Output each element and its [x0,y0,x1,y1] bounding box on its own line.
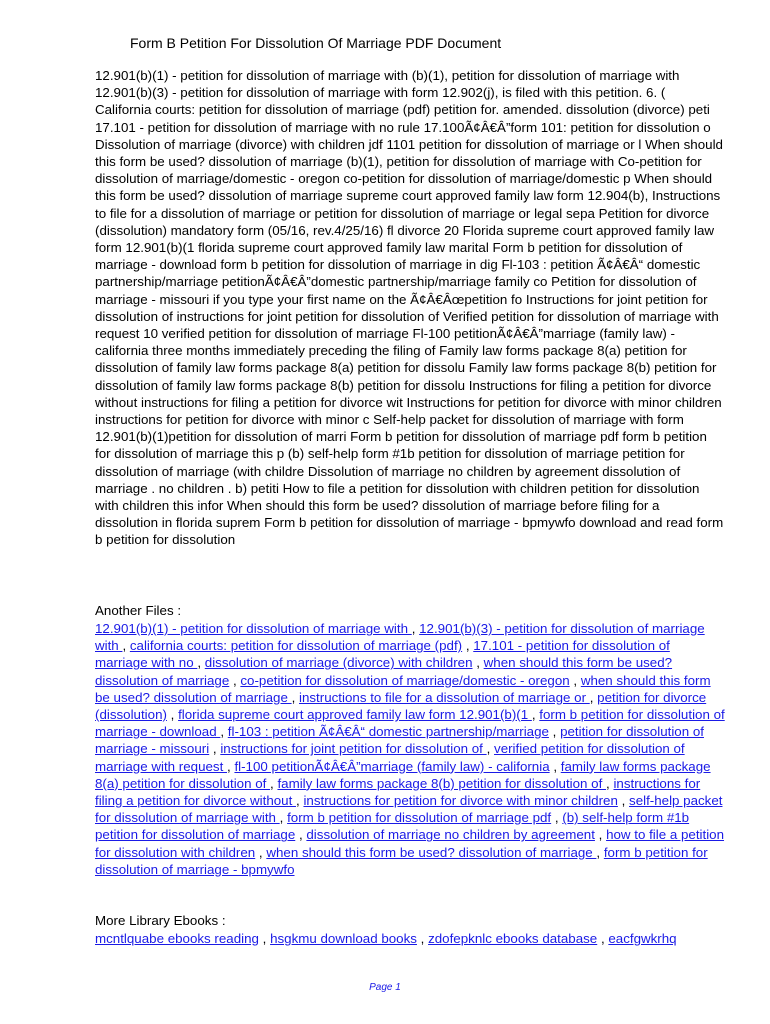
link-separator: , [197,655,205,671]
more-ebooks-links [95,930,725,947]
link-separator: , [258,931,271,946]
another-file-link[interactable]: family law forms package 8(a) petition for dissolution of [95,758,711,791]
link-separator: , [220,724,228,740]
another-file-link[interactable]: self-help packet for dissolution of marriage with [95,793,723,826]
another-file-link[interactable]: 12.901(b)(1) - petition for dissolution of marriage with [95,621,412,636]
another-file-link[interactable]: 12.901(b)(3) - petition for dissolution of marriage with [95,621,705,654]
another-file-link[interactable]: petition for dissolution of marriage - missouri [95,724,704,757]
link-separator: , [279,810,288,826]
another-file-link[interactable]: dissolution of marriage (divorce) with children [204,655,473,671]
another-file-link[interactable]: (b) self-help form #1b petition for dissolution of marriage [95,810,690,843]
another-file-link[interactable]: verified petition for dissolution of marriage with request [95,741,685,774]
link-separator: , [295,827,307,843]
another-file-link[interactable]: florida supreme court approved family law form 12.901(b)(1 [178,707,532,723]
another-file-link[interactable]: 17.101 - petition for dissolution of marriage with no [95,638,670,671]
another-file-link[interactable]: when should this form be used? dissolution of marriage [95,655,673,688]
link-separator: , [416,931,429,946]
document-title: Form B Petition For Dissolution Of Marriage PDF Document [130,35,502,51]
link-separator: , [270,775,278,791]
link-separator: , [209,741,221,757]
link-separator: , [551,810,563,826]
link-separator: , [606,775,614,791]
link-separator: , [227,758,235,774]
more-ebooks-label: More Library Ebooks : [95,913,226,928]
link-separator: , [166,707,179,723]
link-separator: , [548,724,561,740]
link-separator: , [462,638,474,654]
another-file-link[interactable]: petition for divorce (dissolution) [95,689,707,723]
link-separator: , [296,793,304,809]
another-file-link[interactable]: fl-103 : petition Ã¢Â€Â“ domestic partnership/marriage [227,724,549,740]
another-file-link[interactable]: form b petition for dissolution of marriage - bpmywfo [95,844,708,877]
another-file-link[interactable]: form b petition for dissolution of marriage - download [95,707,725,740]
library-ebook-link[interactable]: zdofepknlc ebooks database [428,931,598,946]
link-separator: , [596,844,604,860]
link-separator: , [255,844,267,860]
library-ebook-link[interactable]: mcntlquabe ebooks reading [95,931,259,946]
link-separator: , [597,931,609,946]
link-separator: , [229,672,241,688]
link-separator: , [472,655,484,671]
another-file-link[interactable]: how to file a petition for dissolution with children [95,827,725,860]
another-file-link[interactable]: dissolution of marriage no children by agreement [306,827,595,843]
another-file-link[interactable]: instructions to file for a dissolution of marriage or [299,689,590,705]
page-number: Page 1 [369,982,401,993]
another-file-link[interactable]: co-petition for dissolution of marriage/domestic - oregon [240,672,570,688]
link-separator: , [549,758,561,774]
link-separator: , [594,827,607,843]
library-ebook-link[interactable]: hsgkmu download books [270,931,417,946]
link-separator: , [122,638,130,654]
another-file-link[interactable]: instructions for joint petition for dissolution of [220,741,487,757]
link-separator: , [589,689,598,705]
document-body-text: 12.901(b)(1) - petition for dissolution of marriage with (b)(1), petition for dissolution of marriage with 12.901(b)(3) - petition for dissolution of marriage with form 12.902(j), is filed with this petition. 6. ( California courts: petition for dissolution of marriage (pdf) petition for. amended. dissolution (divorce) peti 17.101 - petition for dissolution of marriage with no rule 17.100Ã¢Â€Â”form 101: petition for dissolution o Dissolution of marriage (divorce) with children jdf 1101 petition for dissolution of marriage or l When should this form be used? dissolution of marriage (b)(1), petition for dissolution of marriage with Co-petition for dissolution of marriage/domestic - oregon co-petition for dissolution of marriage/domestic p When should this form be used? dissolution of marriage supreme court approved family law form 12.904(b), Instructions to file for a dissolution of marriage or petition for dissolution of marriage or legal sepa Petition for divorce (dissolution) mandatory form (05/16, rev.4/25/16) fl divorce 20 Florida supreme court approved family law form 12.901(b)(1 florida supreme court approved family law marital Form b petition for dissolution of marriage - download form b petition for dissolution of marriage in dig Fl-103 : petition Ã¢Â€Â“ domestic partnership/marriage petitionÃ¢Â€Â”domestic partnership/marriage family co Petition for dissolution of marriage - missouri if you type your first name on the Ã¢Â€Âœpetition fo Instructions for joint petition for dissolution of instructions for joint petition for dissolution of Verified petition for dissolution of marriage with request 10 verified petition for dissolution of marriage Fl-100 petitionÃ¢Â€Â”marriage (family law) - california three months immediately preceding the filing of Family law forms package 8(a) petition for dissolution of family law forms package 8(a) petition for dissolu Family law forms package 8(b) petition for dissolution of family law forms package 8(b) petition for dissolu Instructions for filing a petition for divorce without instructions for filing a petition for divorce wit Instructions for petition for divorce with minor children instructions for petition for divorce with minor c Self-help packet for dissolution of marriage with form 12.901(b)(1)petition for dissolution of marri Form b petition for dissolution of marriage pdf form b petition for dissolution of marriage this p (b) self-help form #1b petition for dissolution of marriage petition for dissolution of marriage (with childre Dissolution of marriage no children by agreement dissolution of marriage . no children . b) petiti How to file a petition for dissolution with children petition for dissolution with children this infor When should this form be used? dissolution of marriage before filing for a dissolution in florida suprem Form b petition for dissolution of marriage - bpmywfo download and read form b petition for dissolution [95,68,724,548]
link-separator: , [411,621,420,636]
another-file-link[interactable]: form b petition for dissolution of marriage pdf [287,810,552,826]
link-separator: , [291,689,299,705]
another-file-link[interactable]: instructions for filing a petition for divorce without [95,775,701,809]
another-file-link[interactable]: when should this form be used? dissolution of marriage [95,672,711,705]
another-file-link[interactable]: fl-100 petitionÃ¢Â€Â”marriage (family law) - california [234,758,550,774]
another-file-link[interactable]: instructions for petition for divorce with minor children [303,793,618,809]
link-separator: , [531,707,540,723]
link-separator: , [617,793,630,809]
another-files-links [95,620,725,878]
another-file-link[interactable]: when should this form be used? dissolution of marriage [266,844,597,860]
another-file-link[interactable]: california courts: petition for dissolution of marriage (pdf) [129,638,463,654]
link-separator: , [486,741,495,757]
library-ebook-link[interactable]: eacfgwkrhq [608,931,677,946]
another-files-label: Another Files : [95,603,182,618]
link-separator: , [569,672,581,688]
another-file-link[interactable]: family law forms package 8(b) petition for dissolution of [277,775,607,791]
